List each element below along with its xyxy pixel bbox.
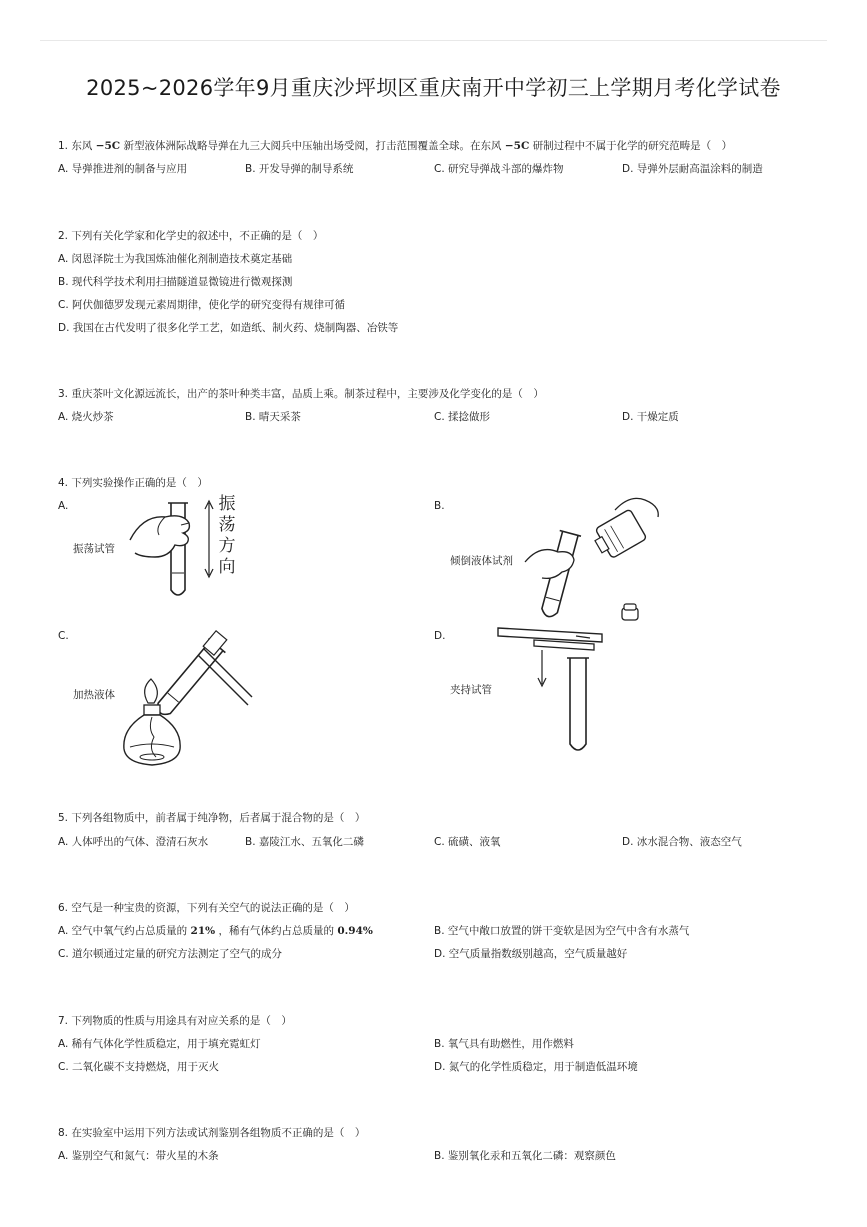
q6-option-c[interactable]: C. 道尔顿通过定量的研究方法测定了空气的成分: [58, 948, 283, 960]
q3-option-b[interactable]: B. 晴天采茶: [245, 411, 301, 423]
q1-option-c[interactable]: C. 研究导弹战斗部的爆炸物: [434, 163, 564, 175]
question-4-stem: 4. 下列实验操作正确的是（ ）: [58, 477, 208, 489]
q2-option-b[interactable]: B. 现代科学技术利用扫描隧道显微镜进行微观探测: [58, 276, 293, 288]
q6-option-b[interactable]: B. 空气中敞口放置的饼干变软是因为空气中含有水蒸气: [434, 925, 690, 937]
q1-stem-part-c: 研制过程中不属于化学的研究范畴是（ ）: [532, 140, 733, 152]
q6-oxygen-percent: 21%: [190, 925, 216, 937]
question-5-stem: 5. 下列各组物质中，前者属于纯净物，后者属于混合物的是（ ）: [58, 812, 366, 824]
q1-option-a[interactable]: A. 导弹推进剂的制备与应用: [58, 163, 188, 175]
q4-caption-hold-tube: 夹持试管: [450, 684, 492, 696]
q4-caption-shake-tube: 振荡试管: [73, 543, 115, 555]
pour-liquid-figure: [520, 492, 670, 627]
q3-option-d[interactable]: D. 干燥定质: [622, 411, 679, 423]
q2-option-c[interactable]: C. 阿伏伽德罗发现元素周期律，使化学的研究变得有规律可循: [58, 299, 346, 311]
page-title: 2025~2026学年9月重庆沙坪坝区重庆南开中学初三上学期月考化学试卷: [86, 76, 781, 100]
hold-tube-figure: [494, 620, 609, 760]
question-8-stem: 8. 在实验室中运用下列方法或试剂鉴别各组物质不正确的是（ ）: [58, 1127, 366, 1139]
q6-option-d[interactable]: D. 空气质量指数级别越高，空气质量越好: [434, 948, 628, 960]
q1-missile-model-1: −5C: [95, 140, 121, 152]
q6-noble-gas-percent: 0.94%: [337, 925, 373, 937]
q5-option-b[interactable]: B. 嘉陵江水、五氧化二磷: [245, 836, 364, 848]
question-2-stem: 2. 下列有关化学家和化学史的叙述中，不正确的是（ ）: [58, 230, 324, 242]
q4-option-b-label[interactable]: B.: [434, 500, 445, 512]
q1-stem-part-a: 1. 东风: [58, 140, 93, 152]
q1-missile-model-2: −5C: [504, 140, 530, 152]
q5-option-c[interactable]: C. 硫磺、液氧: [434, 836, 501, 848]
q8-option-a[interactable]: A. 鉴别空气和氮气：带火星的木条: [58, 1150, 219, 1162]
q2-option-d[interactable]: D. 我国在古代发明了很多化学工艺，如造纸、制火药、烧制陶器、冶铁等: [58, 322, 399, 334]
q4-option-d-label[interactable]: D.: [434, 630, 446, 642]
q1-stem-part-b: 新型液体洲际战略导弹在九三大阅兵中压轴出场受阅，打击范围覆盖全球。在东风: [123, 140, 502, 152]
q7-option-b[interactable]: B. 氧气具有助燃性，用作燃料: [434, 1038, 574, 1050]
q6-option-a-part-a: A. 空气中氧气约占总质量的: [58, 925, 188, 937]
question-1-stem: [58, 139, 732, 153]
q3-option-c[interactable]: C. 揉捻做形: [434, 411, 491, 423]
q5-option-d[interactable]: D. 冰水混合物、液态空气: [622, 836, 742, 848]
heat-liquid-figure: [118, 625, 253, 770]
q4-caption-heat-liquid: 加热液体: [73, 689, 115, 701]
q7-option-a[interactable]: A. 稀有气体化学性质稳定，用于填充霓虹灯: [58, 1038, 261, 1050]
q4-caption-pour-liquid: 倾倒液体试剂: [450, 555, 513, 567]
q4-option-a-label[interactable]: A.: [58, 500, 69, 512]
q4-option-c-label[interactable]: C.: [58, 630, 69, 642]
q8-option-b[interactable]: B. 鉴别氧化汞和五氧化二磷：观察颜色: [434, 1150, 616, 1162]
q6-option-a[interactable]: [58, 924, 373, 938]
q2-option-a[interactable]: A. 闵恩泽院士为我国炼油催化剂制造技术奠定基础: [58, 253, 293, 265]
shake-direction-label: 振荡方向: [218, 494, 236, 577]
q3-option-a[interactable]: A. 烧火炒茶: [58, 411, 114, 423]
q1-option-b[interactable]: B. 开发导弹的制导系统: [245, 163, 354, 175]
q6-option-a-part-b: ，稀有气体约占总质量的: [218, 925, 334, 937]
top-divider: [40, 40, 827, 41]
question-3-stem: 3. 重庆茶叶文化源远流长，出产的茶叶种类丰富，品质上乘。制茶过程中，主要涉及化学变化的是（ ）: [58, 388, 544, 400]
question-6-stem: 6. 空气是一种宝贵的资源，下列有关空气的说法正确的是（ ）: [58, 902, 355, 914]
question-7-stem: 7. 下列物质的性质与用途具有对应关系的是（ ）: [58, 1015, 292, 1027]
q7-option-c[interactable]: C. 二氧化碳不支持燃烧，用于灭火: [58, 1061, 220, 1073]
q7-option-d[interactable]: D. 氮气的化学性质稳定，用于制造低温环境: [434, 1061, 638, 1073]
q5-option-a[interactable]: A. 人体呼出的气体、澄清石灰水: [58, 836, 209, 848]
q1-option-d[interactable]: D. 导弹外层耐高温涂料的制造: [622, 163, 763, 175]
